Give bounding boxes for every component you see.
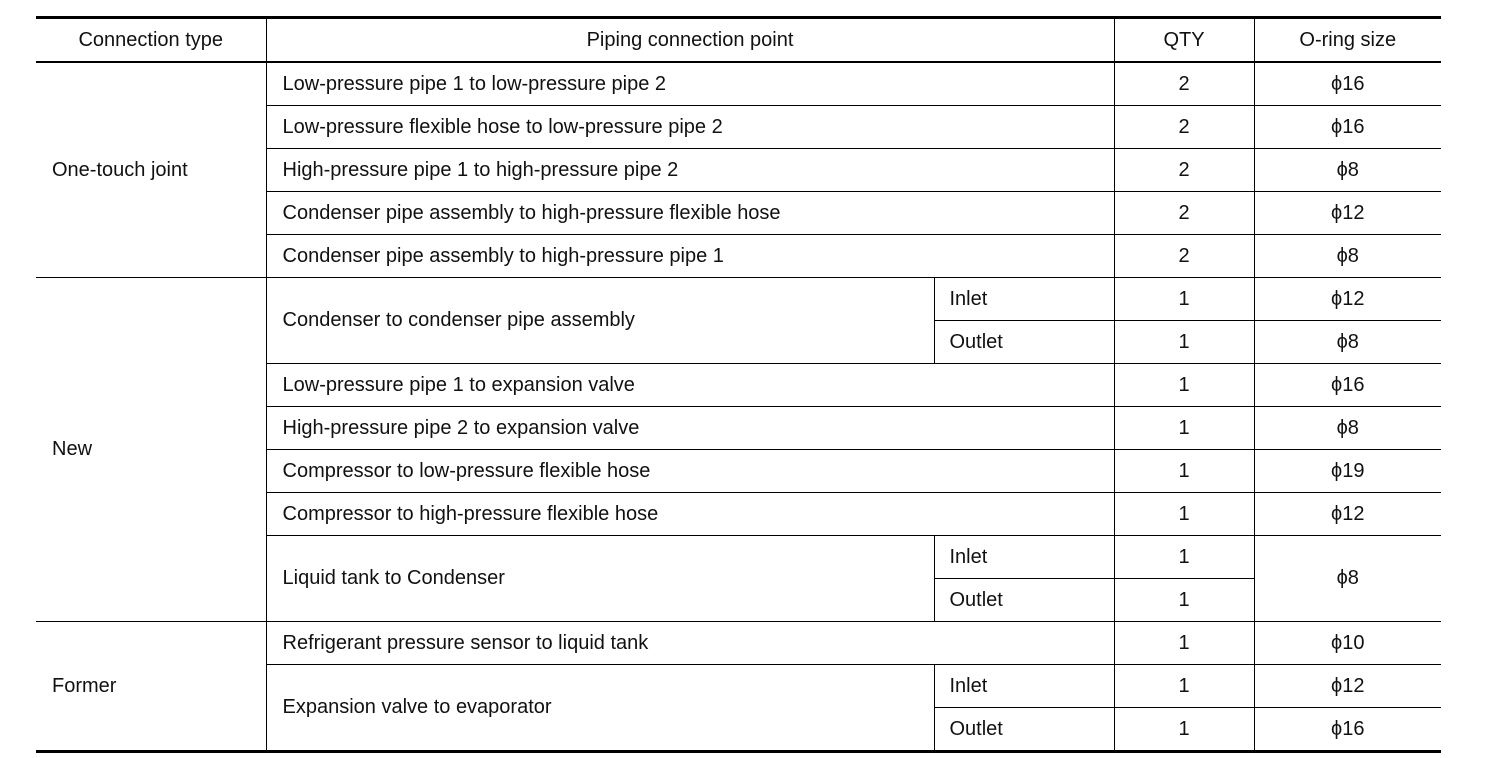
oring-size-cell: ϕ16 — [1254, 708, 1441, 752]
qty-cell: 1 — [1114, 450, 1254, 493]
oring-size-cell: ϕ12 — [1254, 665, 1441, 708]
header-row — [36, 18, 1441, 63]
piping-point-cell: High-pressure pipe 2 to expansion valve — [266, 407, 1114, 450]
piping-point-cell: Liquid tank to Condenser — [266, 536, 934, 622]
sub-point-inlet: Inlet — [934, 278, 1114, 321]
table-row — [36, 62, 1441, 106]
qty-cell: 1 — [1114, 278, 1254, 321]
piping-point-cell: Low-pressure pipe 1 to expansion valve — [266, 364, 1114, 407]
table-row — [36, 622, 1441, 665]
group-label-one-touch: One-touch joint — [36, 62, 266, 278]
oring-size-cell: ϕ16 — [1254, 62, 1441, 106]
table-row — [36, 278, 1441, 321]
qty-cell: 1 — [1114, 493, 1254, 536]
header-connection-type: Connection type — [36, 18, 266, 63]
group-label-former: Former — [36, 622, 266, 752]
qty-cell: 1 — [1114, 407, 1254, 450]
header-piping-point: Piping connection point — [266, 18, 1114, 63]
piping-point-cell: Compressor to high-pressure flexible hose — [266, 493, 1114, 536]
piping-point-cell: Condenser to condenser pipe assembly — [266, 278, 934, 364]
sub-point-inlet: Inlet — [934, 536, 1114, 579]
oring-size-cell: ϕ8 — [1254, 407, 1441, 450]
oring-size-cell: ϕ19 — [1254, 450, 1441, 493]
oring-size-cell: ϕ12 — [1254, 493, 1441, 536]
qty-cell: 1 — [1114, 708, 1254, 752]
sub-point-outlet: Outlet — [934, 579, 1114, 622]
qty-cell: 2 — [1114, 106, 1254, 149]
qty-cell: 1 — [1114, 321, 1254, 364]
qty-cell: 2 — [1114, 235, 1254, 278]
qty-cell: 1 — [1114, 622, 1254, 665]
piping-point-cell: Condenser pipe assembly to high-pressure pipe 1 — [266, 235, 1114, 278]
qty-cell: 2 — [1114, 192, 1254, 235]
oring-size-cell: ϕ8 — [1254, 235, 1441, 278]
o-ring-table — [36, 16, 1441, 753]
qty-cell: 1 — [1114, 665, 1254, 708]
piping-point-cell: High-pressure pipe 1 to high-pressure pipe 2 — [266, 149, 1114, 192]
piping-point-cell: Refrigerant pressure sensor to liquid tank — [266, 622, 1114, 665]
oring-size-cell: ϕ16 — [1254, 364, 1441, 407]
piping-point-cell: Low-pressure pipe 1 to low-pressure pipe 2 — [266, 62, 1114, 106]
oring-size-cell: ϕ16 — [1254, 106, 1441, 149]
oring-size-cell: ϕ10 — [1254, 622, 1441, 665]
piping-point-cell: Condenser pipe assembly to high-pressure flexible hose — [266, 192, 1114, 235]
oring-size-cell: ϕ8 — [1254, 536, 1441, 622]
oring-size-cell: ϕ12 — [1254, 192, 1441, 235]
sub-point-inlet: Inlet — [934, 665, 1114, 708]
header-qty: QTY — [1114, 18, 1254, 63]
qty-cell: 1 — [1114, 536, 1254, 579]
oring-size-cell: ϕ8 — [1254, 321, 1441, 364]
oring-size-cell: ϕ12 — [1254, 278, 1441, 321]
header-oring-size: O-ring size — [1254, 18, 1441, 63]
qty-cell: 1 — [1114, 579, 1254, 622]
qty-cell: 2 — [1114, 149, 1254, 192]
piping-point-cell: Compressor to low-pressure flexible hose — [266, 450, 1114, 493]
piping-point-cell: Expansion valve to evaporator — [266, 665, 934, 752]
piping-point-cell: Low-pressure flexible hose to low-pressure pipe 2 — [266, 106, 1114, 149]
qty-cell: 2 — [1114, 62, 1254, 106]
sub-point-outlet: Outlet — [934, 321, 1114, 364]
sub-point-outlet: Outlet — [934, 708, 1114, 752]
qty-cell: 1 — [1114, 364, 1254, 407]
oring-size-cell: ϕ8 — [1254, 149, 1441, 192]
group-label-new: New — [36, 278, 266, 622]
